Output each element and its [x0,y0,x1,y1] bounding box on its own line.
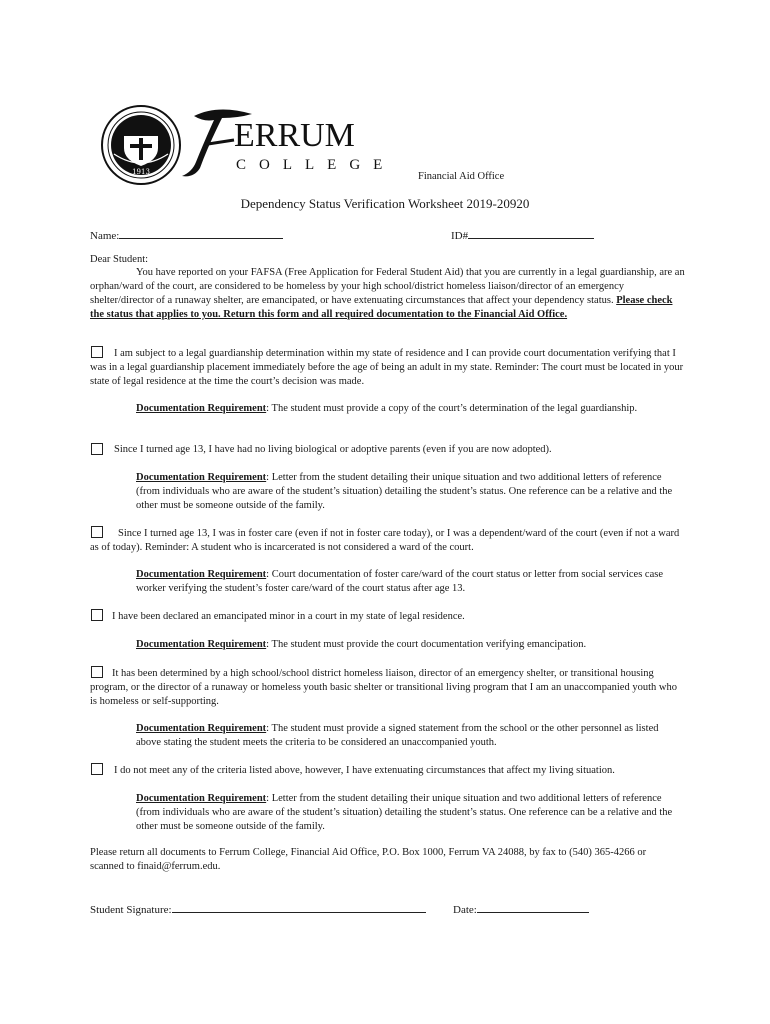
option-text: Since I turned age 13, I have had no living biological or adoptive parents (even if you are now adopted). [114,444,552,455]
intro-instructions: Please check the status that applies to you. Return this form and all required documentation to the Financial Aid Office. [90,295,673,320]
requirement-label: Documentation Requirement [136,472,267,483]
requirement-label: Documentation Requirement [136,723,267,734]
option-text: I am subject to a legal guardianship determination within my state of residence and I can provide court documentation verifying that I was in a legal guardianship placement immediately before the age of being an adult in my state. Reminder: The court must be located in your state of legal residence at the time the court’s decision was made. [90,348,684,387]
name-input-line[interactable] [119,227,283,239]
name-label: Name: [90,230,120,242]
requirement-extenuating-circumstances [136,792,681,834]
requirement-text: : The student must provide a copy of the court’s determination of the legal guardianship. [266,403,638,414]
option-text: Since I turned age 13, I was in foster care (even if not in foster care today), or I was a dependent/ward of the court (even if not a ward as of today). Reminder: A student who is incarcerated is not considered a ward of the court. [90,528,680,553]
option-text: I have been declared an emancipated minor in a court in my state of legal residence. [112,611,465,622]
student-signature-line[interactable] [172,901,426,913]
option-no-parents [90,443,685,457]
college-seal-logo [100,104,182,186]
svg-text:ERRUM: ERRUM [234,117,355,154]
id-input-line[interactable] [468,227,594,239]
requirement-no-parents [136,471,681,513]
date-label: Date: [453,904,477,916]
svg-text:1913: 1913 [132,168,150,176]
requirement-text: : The student must provide a signed statement from the school or the other personnel as listed above stating the student meets the criteria to be considered an unaccompanied youth. [136,723,659,748]
requirement-label: Documentation Requirement [136,639,267,650]
college-wordmark-logo [178,106,418,180]
option-homeless-youth [90,667,685,709]
requirement-legal-guardianship [136,402,681,416]
name-field [90,227,283,242]
id-label: ID# [451,230,469,242]
requirement-homeless-youth [136,722,681,750]
option-foster-care [90,527,685,555]
requirement-label: Documentation Requirement [136,403,267,414]
salutation: Dear Student: [90,254,149,265]
option-text: It has been determined by a high school/school district homeless liaison, director of an emergency shelter, or transitional housing program, or the director of a runaway or homeless youth basic shelter or transitional living program that I am an unaccompanied youth who is homeless or self-supporting. [90,668,677,707]
requirement-text: : Letter from the student detailing their unique situation and two additional letters of reference (from individuals who are aware of the student’s situation) detailing the student’s status. One reference can be a relative and the other must be someone outside of the family. [136,472,673,511]
option-extenuating-circumstances [90,764,685,778]
requirement-label: Documentation Requirement [136,793,267,804]
return-instructions: Please return all documents to Ferrum College, Financial Aid Office, P.O. Box 1000, Ferrum VA 24088, by fax to (540) 365-4266 or scanned to finaid@ferrum.edu. [90,847,647,872]
requirement-emancipated [136,638,681,652]
intro-paragraph [90,266,685,322]
requirement-text: : The student must provide the court documentation verifying emancipation. [266,639,587,650]
intro-body: You have reported on your FAFSA (Free Application for Federal Student Aid) that you are currently in a legal guardianship, are an orphan/ward of the court, are considered to be homeless by your high school/district homeless liaison/director of an emergency shelter/director of a runaway shelter, are emancipated, or have extenuating circumstances that affect your dependency status. [90,267,685,306]
date-field [453,901,589,916]
requirement-label: Documentation Requirement [136,569,267,580]
student-signature-label: Student Signature: [90,904,172,916]
office-name: Financial Aid Office [418,171,505,182]
option-text: I do not meet any of the criteria listed above, however, I have extenuating circumstances that affect my living situation. [114,765,615,776]
document-title: Dependency Status Verification Worksheet 2019-20920 [240,196,530,211]
requirement-text: : Letter from the student detailing their unique situation and two additional letters of reference (from individuals who are aware of the student’s situation) detailing the student’s status. One reference can be a relative and the other must be someone outside of the family. [136,793,673,832]
option-emancipated [90,610,685,624]
svg-text:COLLEGE: COLLEGE [236,157,396,173]
requirement-text: : Court documentation of foster care/ward of the court status or letter from social services case worker verifying the student’s foster care/ward of the court status after age 13. [136,569,663,594]
student-signature-field [90,901,426,916]
option-legal-guardianship [90,347,685,389]
date-input-line[interactable] [477,901,589,913]
id-field [451,227,594,242]
requirement-foster-care [136,568,681,596]
